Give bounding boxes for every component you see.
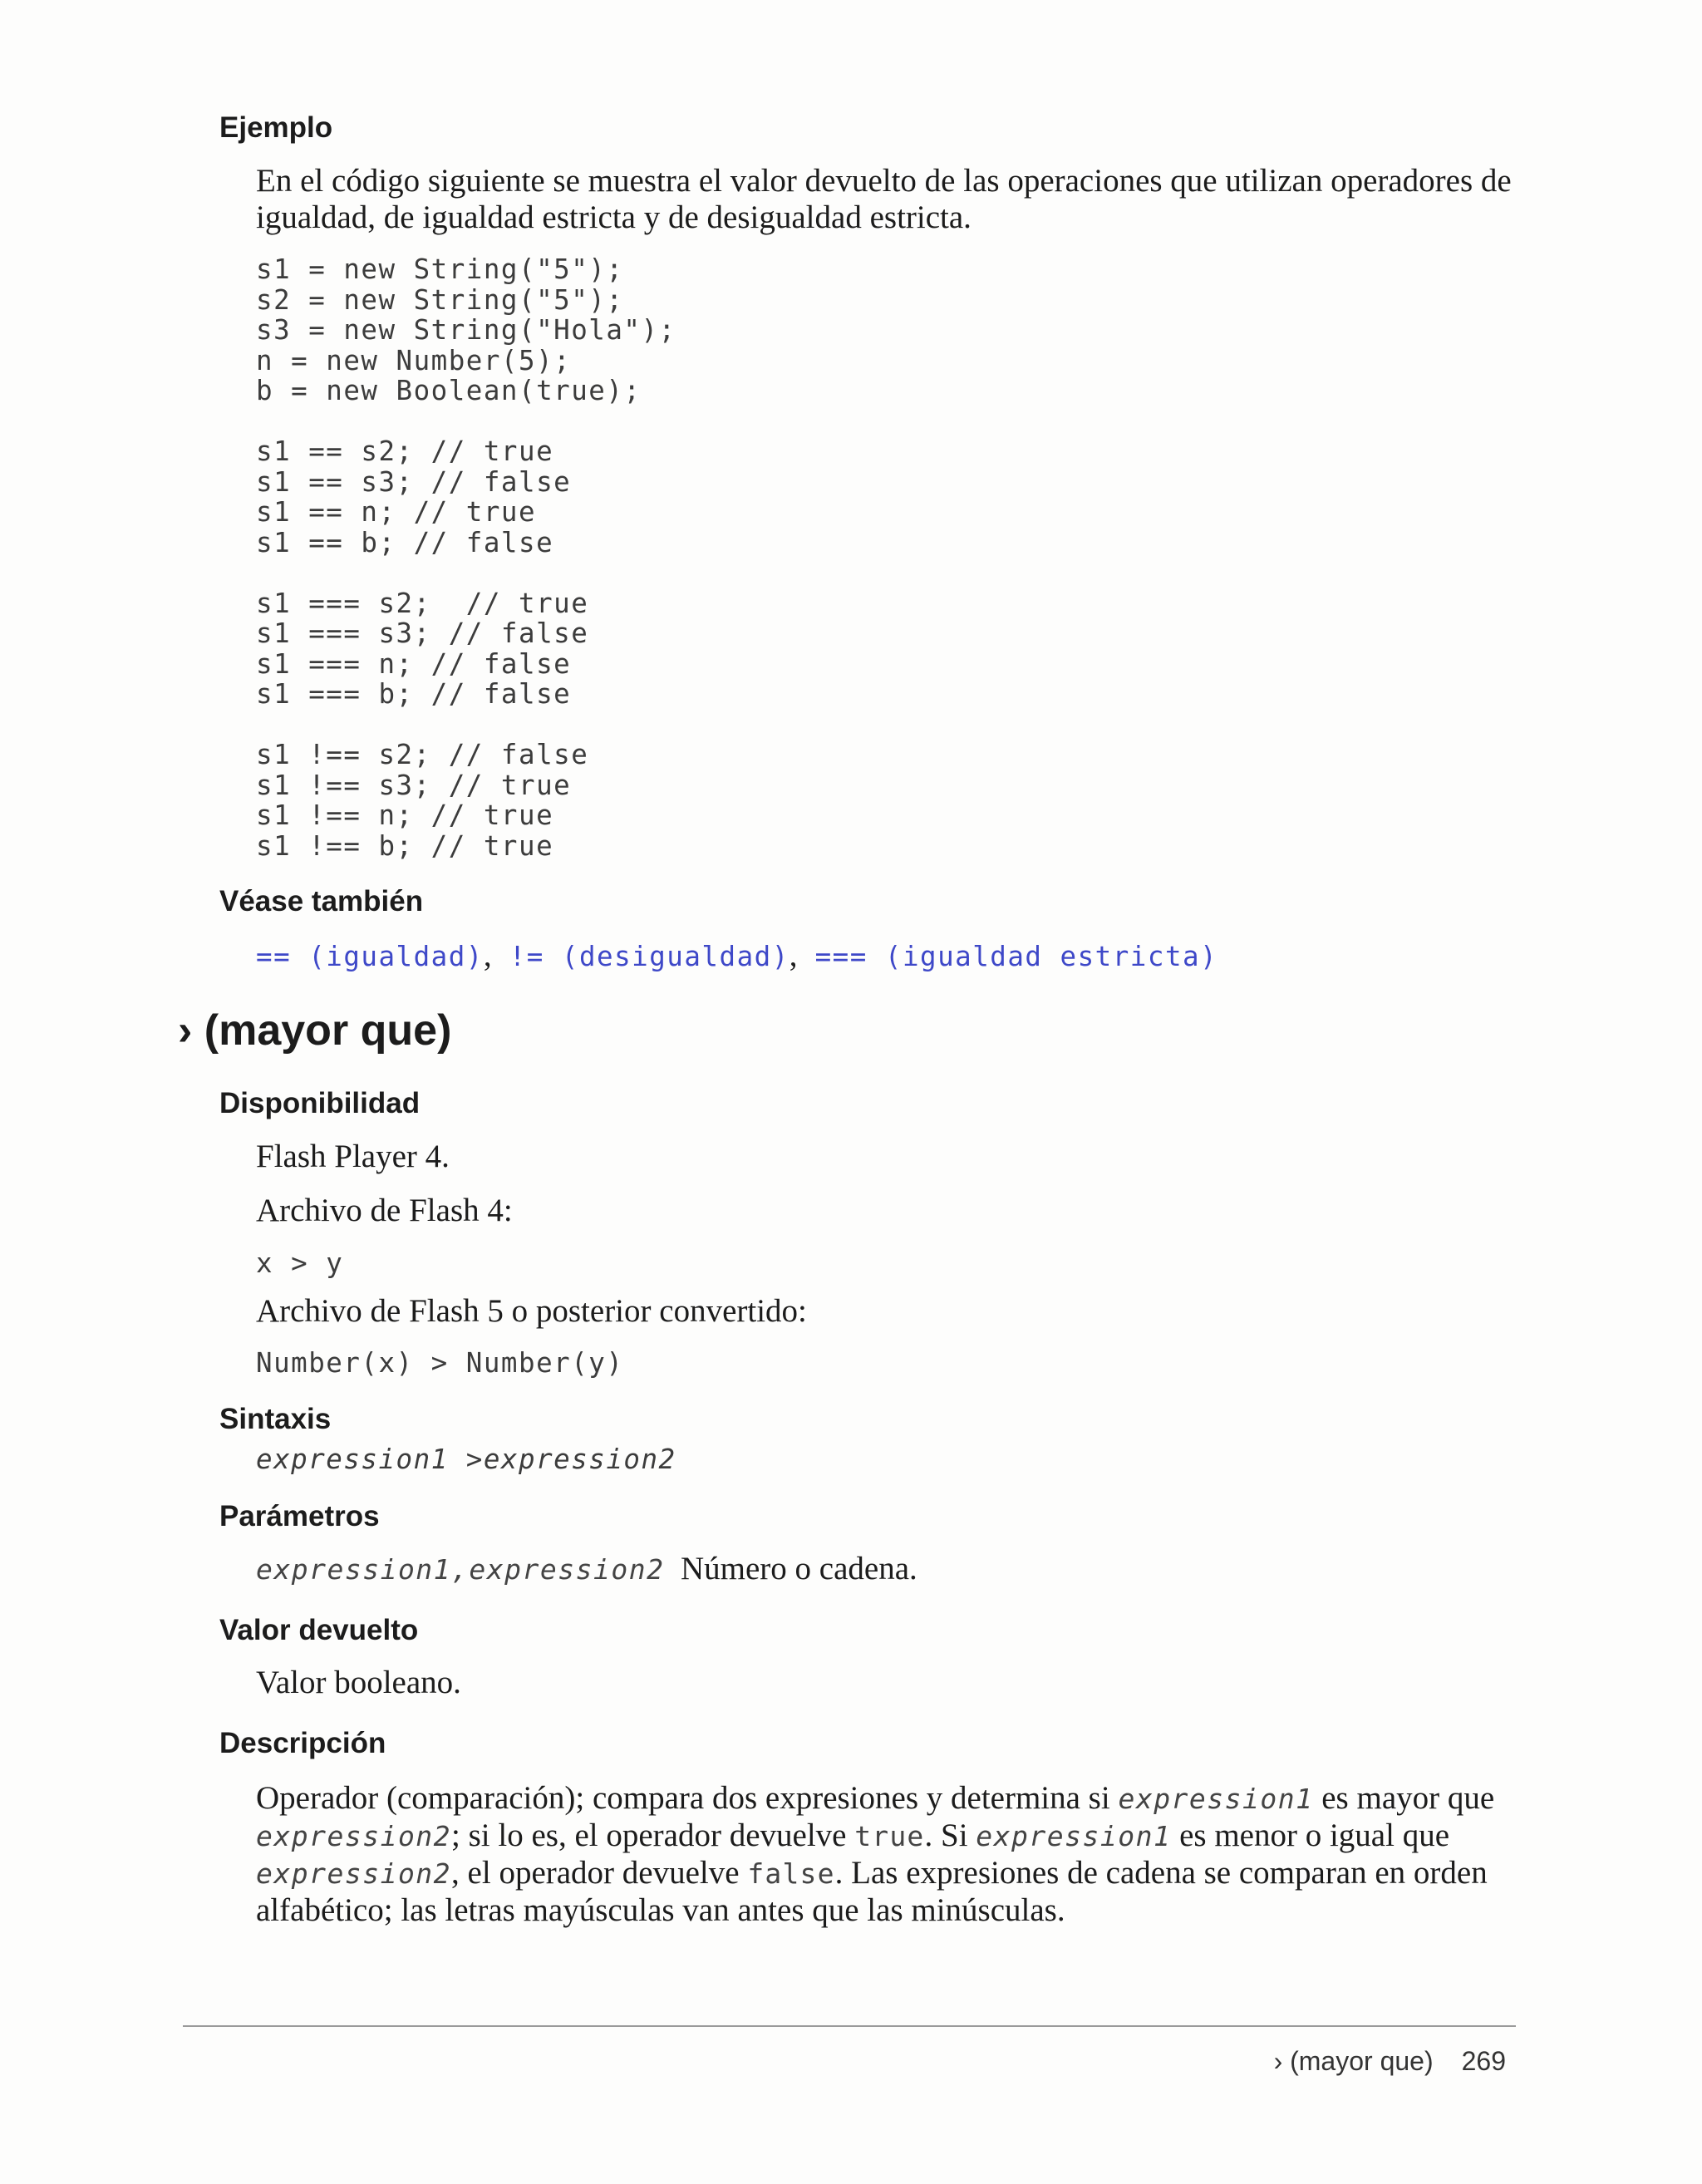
flash5-code: Number(x) > Number(y) [256, 1347, 624, 1379]
parametros-heading: Parámetros [219, 1500, 380, 1532]
parametros-row [256, 1551, 917, 1588]
sintaxis-code: expression1 >expression2 [256, 1444, 676, 1475]
vease-links [256, 937, 1218, 973]
parameter-name: expression1,expression2 [256, 1553, 665, 1586]
link-separator: , [483, 937, 492, 973]
desc-code-true: true [854, 1820, 925, 1852]
desc-code-expression2: expression2 [256, 1820, 452, 1852]
entry-title [178, 1006, 451, 1055]
desc-text-part: es mayor que [1313, 1780, 1495, 1816]
desc-text-part: , el operador devuelve [451, 1855, 748, 1891]
valor-heading: Valor devuelto [219, 1614, 419, 1646]
flash4-code: x > y [256, 1247, 344, 1279]
ejemplo-code: s1 = new String("5"); s2 = new String("5"); s3 = new String("Hola"); n = new Number(5); b = new Boolean(true); s1 == s2; // true s1 == s3; // false s1 == n; // true s1 == b; // false s1 === s2; // true s1 === s3; // false s1 === n; // false s1 === b; // false s1 !== s2; // false s1 !== s3; // true s1 !== n; // true s1 !== b; // true [256, 253, 676, 862]
entry-title-text: (mayor que) [204, 1006, 452, 1055]
desc-text-part: . Las expresiones de cadena se comparan en orden alfabético; las letras mayúsculas van antes que las minúsculas. [256, 1855, 1488, 1928]
descripcion-heading: Descripción [219, 1727, 386, 1759]
desc-text-part: es menor o igual que [1171, 1818, 1450, 1853]
desc-text-part: Operador (comparación); compara dos expresiones y determina si [256, 1780, 1119, 1816]
ejemplo-heading: Ejemplo [219, 111, 333, 144]
link-igualdad[interactable]: == (igualdad) [256, 941, 484, 972]
desc-code-expression1: expression1 [1118, 1783, 1314, 1815]
link-separator: , [789, 937, 798, 973]
flash4-label: Archivo de Flash 4: [256, 1193, 513, 1228]
page-footer [1274, 2046, 1506, 2077]
page-number: 269 [1461, 2046, 1506, 2076]
disponibilidad-heading: Disponibilidad [219, 1087, 421, 1119]
vease-heading: Véase también [219, 885, 424, 917]
flash5-label: Archivo de Flash 5 o posterior convertido: [256, 1293, 807, 1329]
footer-rule [183, 2025, 1516, 2027]
link-igualdad-estricta[interactable]: === (igualdad estricta) [814, 941, 1218, 972]
parameter-desc: Número o cadena. [680, 1551, 917, 1586]
ejemplo-text: En el código siguiente se muestra el valor devuelto de las operaciones que utilizan operadores de igualdad, de igualdad estricta y de desigualdad estricta. [256, 163, 1512, 235]
link-desigualdad[interactable]: != (desigualdad) [509, 941, 790, 972]
desc-code-false: false [747, 1857, 835, 1890]
sintaxis-heading: Sintaxis [219, 1403, 332, 1435]
desc-text-part: . Si [924, 1818, 976, 1853]
desc-text-part: ; si lo es, el operador devuelve [451, 1818, 855, 1853]
desc-code-expression1: expression1 [976, 1820, 1172, 1852]
valor-text: Valor booleano. [256, 1665, 461, 1700]
disponibilidad-player: Flash Player 4. [256, 1139, 450, 1174]
footer-section: › (mayor que) [1273, 2046, 1434, 2076]
desc-code-expression2: expression2 [256, 1857, 452, 1890]
entry-symbol: › [178, 1006, 193, 1055]
descripcion-text [256, 1780, 1519, 1929]
